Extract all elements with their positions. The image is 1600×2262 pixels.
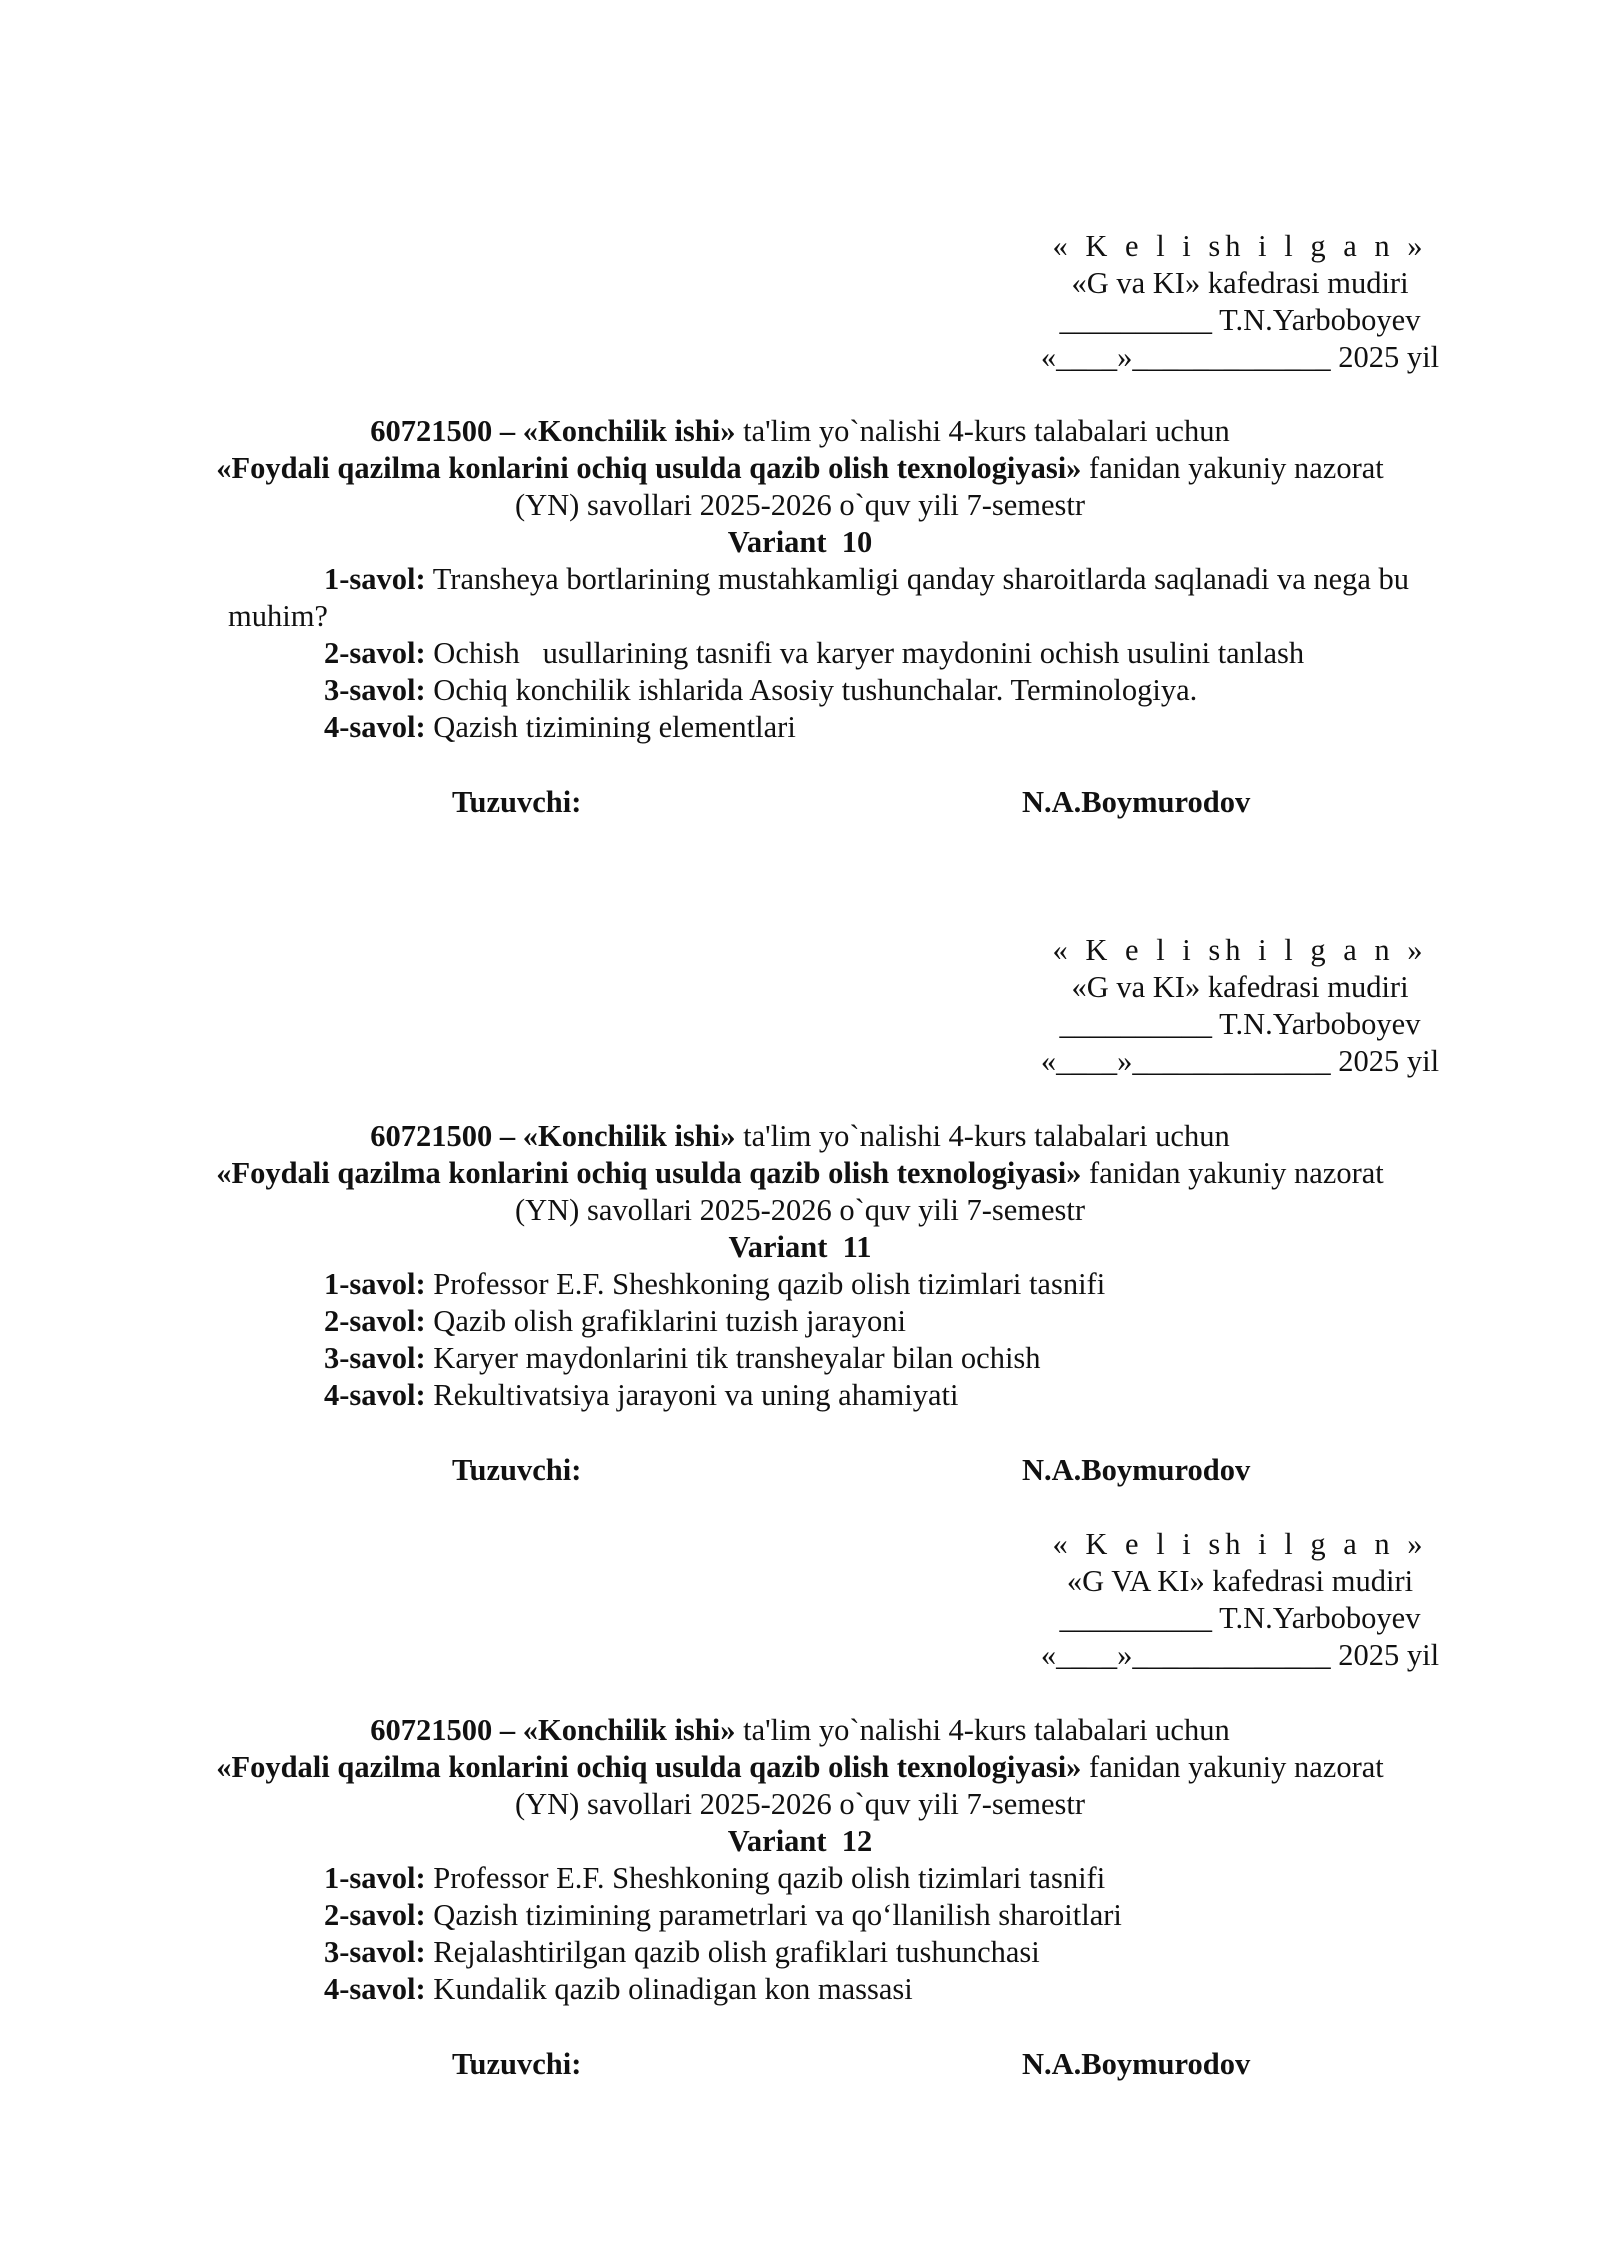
question-text: Professor E.F. Sheshkoning qazib olish tizimlari tasnifi xyxy=(425,1861,1106,1895)
question-text: Qazib olish grafiklarini tuzish jarayoni xyxy=(425,1304,906,1338)
subject-title: «Foydali qazilma konlarini ochiq usulda qazib olish texnologiyasi» xyxy=(216,451,1082,485)
program-code: 60721500 – «Konchilik ishi» xyxy=(370,1119,736,1153)
question-text: Rekultivatsiya jarayoni va uning ahamiyati xyxy=(425,1378,959,1412)
approval-position: «G va KI» kafedrasi mudiri xyxy=(1071,970,1409,1004)
signature-name: N.A.Boymurodov xyxy=(1022,2047,1251,2081)
question-label: 1-savol: xyxy=(324,562,426,596)
signature-role: Tuzuvchi: xyxy=(452,1453,582,1487)
question-list xyxy=(228,561,1488,746)
subject-line xyxy=(0,1155,1600,1192)
question-item xyxy=(228,1303,1488,1340)
question-text: Ochiq konchilik ishlarida Asosiy tushunchalar. Terminologiya. xyxy=(425,673,1198,707)
approval-title: « K e l i sh i l g a n » xyxy=(1052,933,1428,967)
question-text: Karyer maydonlarini tik transheyalar bilan ochish xyxy=(425,1341,1041,1375)
question-label: 3-savol: xyxy=(324,1935,426,1969)
program-code: 60721500 – «Konchilik ishi» xyxy=(370,1713,736,1747)
approval-signature-line: __________ T.N.Yarboboyev xyxy=(1059,303,1421,337)
signature-name: N.A.Boymurodov xyxy=(1022,1453,1251,1487)
approval-date-line: «____»_____________ 2025 yil xyxy=(1040,1044,1440,1078)
question-item xyxy=(228,1971,1488,2008)
signature-role: Tuzuvchi: xyxy=(452,785,582,819)
program-text: ta'lim yo`nalishi 4-kurs talabalari uchun xyxy=(735,1713,1230,1747)
question-text: Transheya bortlarining mustahkamligi qanday sharoitlarda saqlanadi va nega bu muhim? xyxy=(228,562,1410,633)
question-text: Ochish usullarining tasnifi va karyer maydonini ochish usulini tanlash xyxy=(425,636,1305,670)
semester-line: (YN) savollari 2025-2026 o`quv yili 7-semestr xyxy=(514,1193,1086,1227)
question-list xyxy=(228,1266,1488,1414)
approval-signature-line: __________ T.N.Yarboboyev xyxy=(1059,1601,1421,1635)
question-item xyxy=(228,1934,1488,1971)
question-text: Rejalashtirilgan qazib olish grafiklari tushunchasi xyxy=(425,1935,1040,1969)
question-item xyxy=(228,1897,1488,1934)
program-line xyxy=(0,1712,1600,1749)
signature-row xyxy=(0,2046,1600,2083)
signature-row xyxy=(0,1452,1600,1489)
question-label: 1-savol: xyxy=(324,1861,426,1895)
approval-position: «G VA KI» kafedrasi mudiri xyxy=(1066,1564,1414,1598)
program-text: ta'lim yo`nalishi 4-kurs talabalari uchun xyxy=(735,1119,1230,1153)
signature-role: Tuzuvchi: xyxy=(452,2047,582,2081)
question-item xyxy=(228,1266,1488,1303)
subject-line xyxy=(0,450,1600,487)
question-label: 3-savol: xyxy=(324,673,426,707)
approval-block xyxy=(1040,228,1440,376)
program-text: ta'lim yo`nalishi 4-kurs talabalari uchun xyxy=(735,414,1230,448)
approval-position: «G va KI» kafedrasi mudiri xyxy=(1071,266,1409,300)
semester-line: (YN) savollari 2025-2026 o`quv yili 7-semestr xyxy=(514,488,1086,522)
subject-text: fanidan yakuniy nazorat xyxy=(1081,451,1384,485)
program-line xyxy=(0,413,1600,450)
question-text: Qazish tizimining parametrlari va qo‘llanilish sharoitlari xyxy=(425,1898,1122,1932)
question-text: Qazish tizimining elementlari xyxy=(425,710,796,744)
subject-line xyxy=(0,1749,1600,1786)
program-line xyxy=(0,1118,1600,1155)
approval-date-line: «____»_____________ 2025 yil xyxy=(1040,1638,1440,1672)
approval-title: « K e l i sh i l g a n » xyxy=(1052,1527,1428,1561)
question-item xyxy=(228,561,1488,635)
approval-date-line: «____»_____________ 2025 yil xyxy=(1040,340,1440,374)
question-label: 4-savol: xyxy=(324,1378,426,1412)
question-label: 2-savol: xyxy=(324,636,426,670)
signature-row xyxy=(0,784,1600,821)
question-text: Kundalik qazib olinadigan kon massasi xyxy=(425,1972,913,2006)
exam-header xyxy=(0,1712,1600,1860)
approval-block xyxy=(1040,1526,1440,1674)
question-label: 2-savol: xyxy=(324,1304,426,1338)
approval-signature-line: __________ T.N.Yarboboyev xyxy=(1059,1007,1421,1041)
question-label: 1-savol: xyxy=(324,1267,426,1301)
approval-title: « K e l i sh i l g a n » xyxy=(1052,229,1428,263)
variant-title: Variant 12 xyxy=(727,1824,873,1858)
exam-header xyxy=(0,413,1600,561)
question-item xyxy=(228,1377,1488,1414)
question-item xyxy=(228,672,1488,709)
subject-text: fanidan yakuniy nazorat xyxy=(1081,1750,1384,1784)
question-list xyxy=(228,1860,1488,2008)
semester-line: (YN) savollari 2025-2026 o`quv yili 7-semestr xyxy=(514,1787,1086,1821)
subject-title: «Foydali qazilma konlarini ochiq usulda qazib olish texnologiyasi» xyxy=(216,1750,1082,1784)
signature-name: N.A.Boymurodov xyxy=(1022,785,1251,819)
exam-header xyxy=(0,1118,1600,1266)
question-item xyxy=(228,635,1488,672)
approval-block xyxy=(1040,932,1440,1080)
question-item xyxy=(228,1340,1488,1377)
question-item xyxy=(228,709,1488,746)
question-label: 4-savol: xyxy=(324,1972,426,2006)
question-label: 4-savol: xyxy=(324,710,426,744)
variant-title: Variant 10 xyxy=(727,525,873,559)
program-code: 60721500 – «Konchilik ishi» xyxy=(370,414,736,448)
question-text: Professor E.F. Sheshkoning qazib olish tizimlari tasnifi xyxy=(425,1267,1106,1301)
subject-text: fanidan yakuniy nazorat xyxy=(1081,1156,1384,1190)
question-label: 2-savol: xyxy=(324,1898,426,1932)
variant-title: Variant 11 xyxy=(728,1230,872,1264)
question-item xyxy=(228,1860,1488,1897)
subject-title: «Foydali qazilma konlarini ochiq usulda qazib olish texnologiyasi» xyxy=(216,1156,1082,1190)
question-label: 3-savol: xyxy=(324,1341,426,1375)
